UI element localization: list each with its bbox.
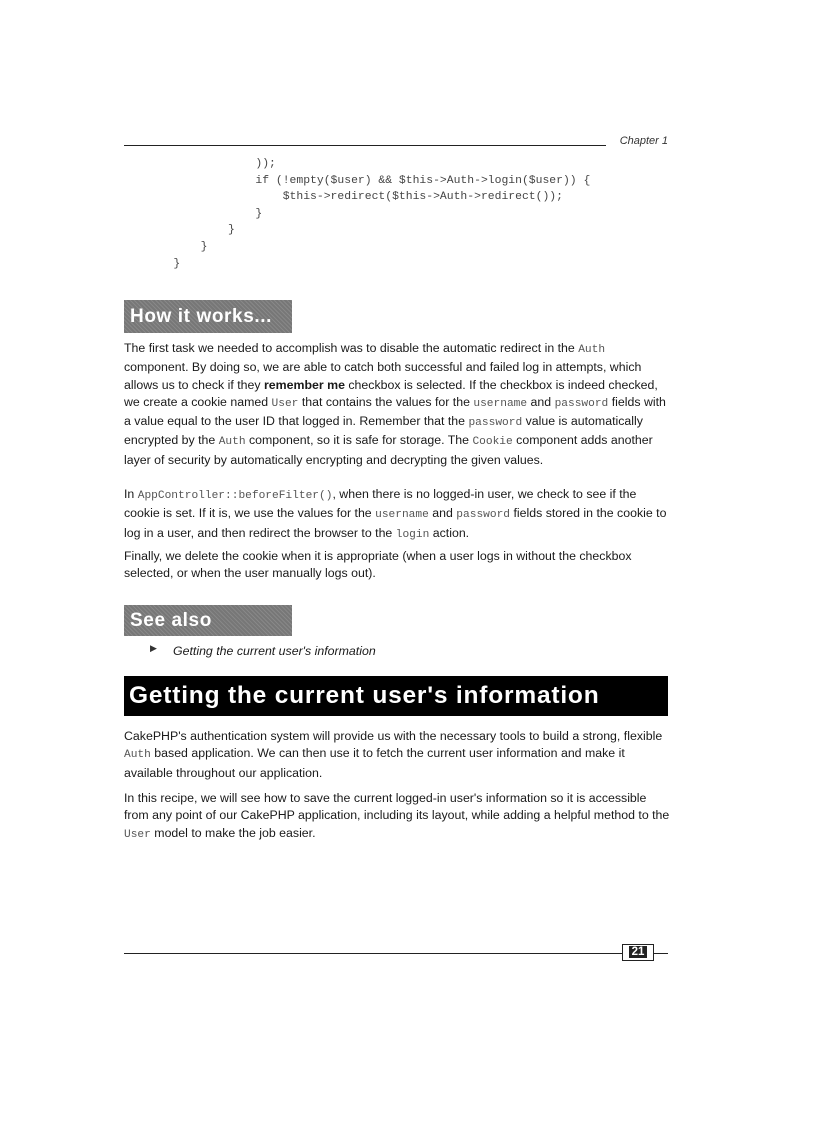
section-heading-how-it-works: How it works... xyxy=(124,300,292,333)
footer-rule-right xyxy=(654,953,668,954)
paragraph-getting-info-1: CakePHP's authentication system will provide us with the necessary tools to build a strong, flexible Auth based application. We can then use it to fetch the current user information and make it available throughout our application. xyxy=(124,729,663,780)
header-rule xyxy=(124,145,606,146)
bullet-arrow-icon: ▶ xyxy=(150,643,157,653)
footer-rule-left xyxy=(124,953,622,954)
paragraph-how-it-works-2: In AppController::beforeFilter(), when there is no logged-in user, we check to see if the cookie is set. If it is, we use the values for the username and password fields stored in the cookie to log in a user, and then redirect the browser to the login action. xyxy=(124,487,667,541)
chapter-label: Chapter 1 xyxy=(619,135,668,147)
paragraph-getting-info-2: In this recipe, we will see how to save the current logged-in user's information so it is accessible from any point of our CakePHP application, including its layout, while adding a helpful method to the User model to make the job easier. xyxy=(124,791,670,841)
section-heading-see-also: See also xyxy=(124,605,292,636)
page-number: 21 xyxy=(622,944,654,961)
paragraph-how-it-works-3: Finally, we delete the cookie when it is appropriate (when a user logs in without the checkbox selected, or when the user manually logs out). xyxy=(124,549,632,581)
paragraph-how-it-works-1: The first task we needed to accomplish was to disable the automatic redirect in the Auth component. By doing so, we are able to catch both successful and failed log in attempts, which allows us to check if they remember me checkbox is selected. If the checkbox is indeed checked, we create a cookie named User that contains the values for the username and password fields with a value equal to the user ID that logged in. Remember that the password value is automatically encrypted by the Auth component, so it is safe for storage. The Cookie component adds another layer of security by automatically encrypting and decrypting the given values. xyxy=(124,341,666,467)
section-heading-getting-info: Getting the current user's information xyxy=(124,676,668,716)
see-also-link[interactable]: Getting the current user's information xyxy=(173,644,376,658)
code-block: )); if (!empty($user) && $this->Auth->login($user)) { $this->redirect($this->Auth->redirect()); } } } } xyxy=(173,158,591,270)
